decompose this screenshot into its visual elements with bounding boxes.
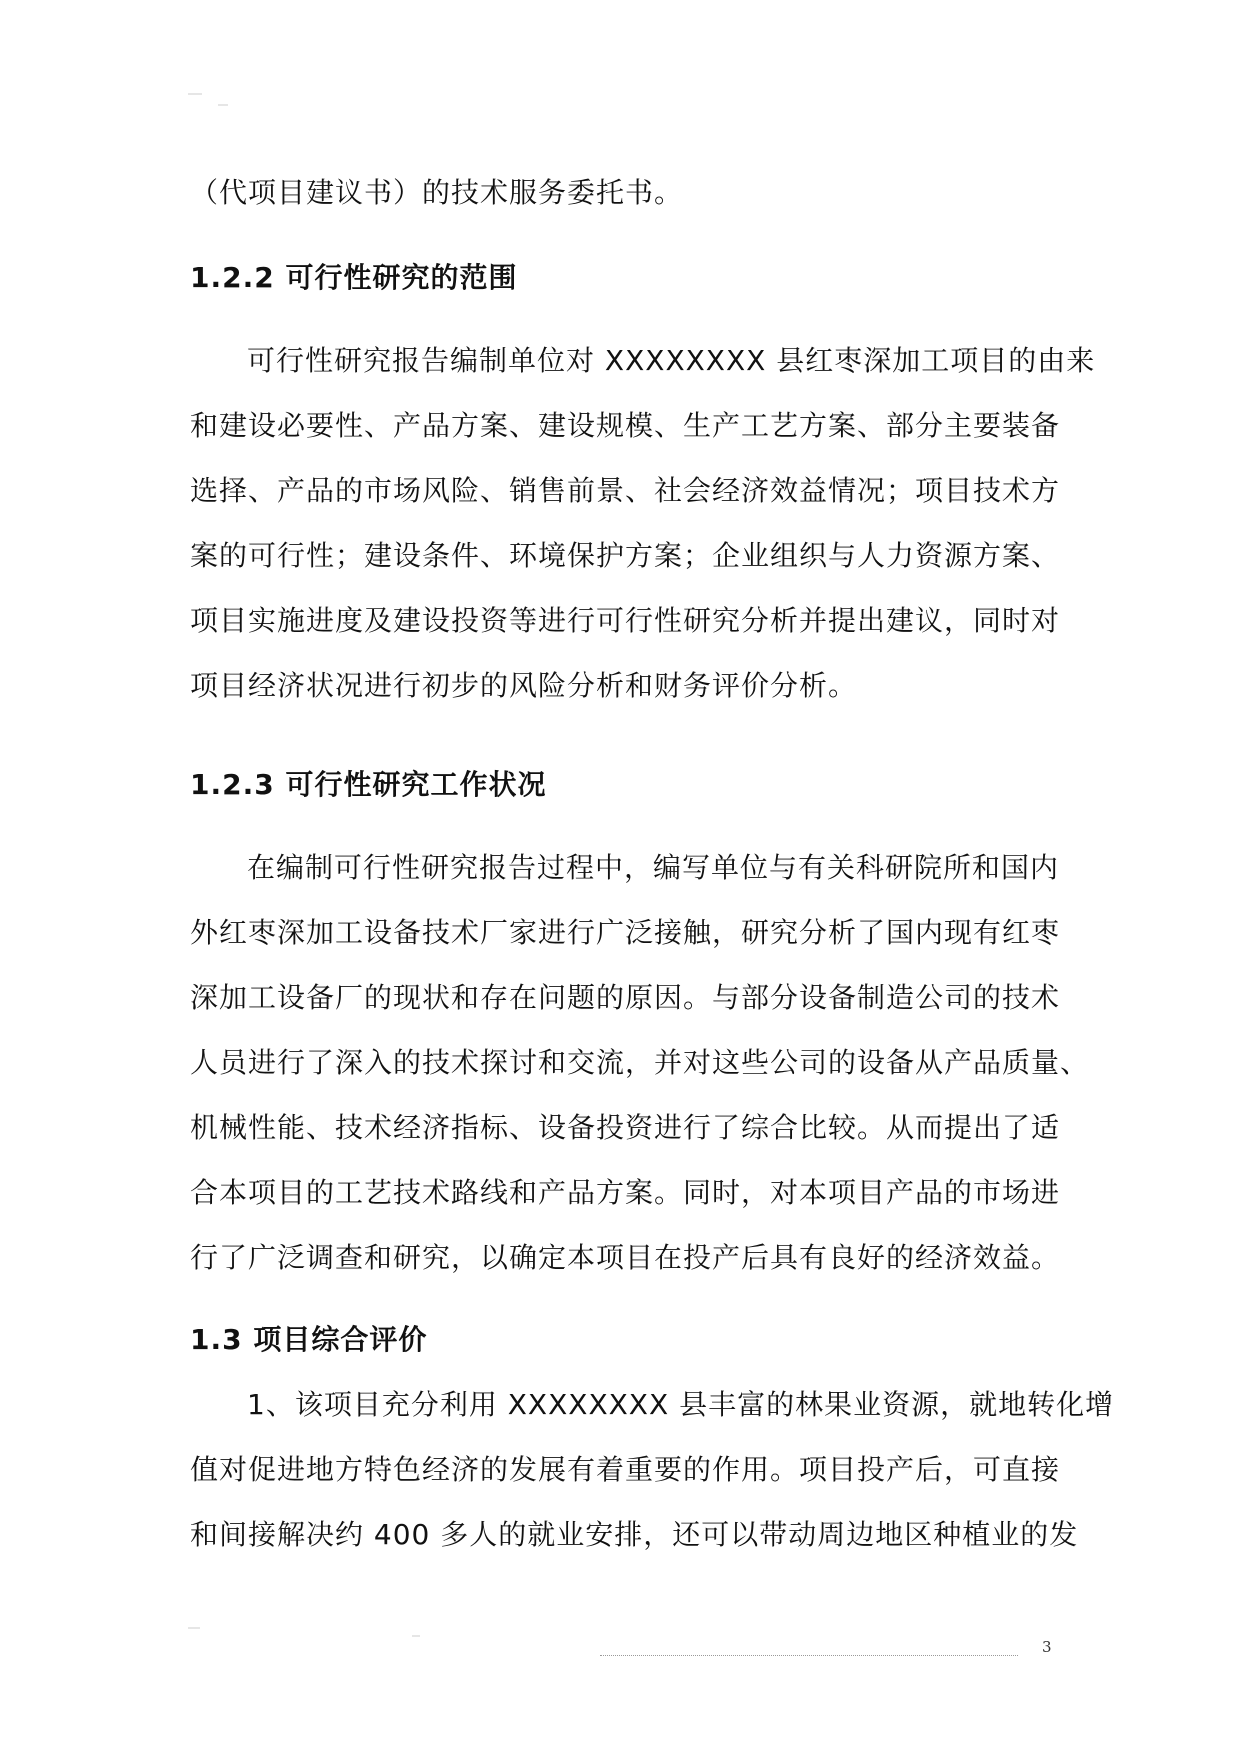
paragraph-line: 行了广泛调查和研究，以确定本项目在投产后具有良好的经济效益。 [190,1241,1061,1274]
section-heading-1-3: 1.3 项目综合评价 [190,1323,428,1356]
section-paragraph-1-3 [190,1372,1114,1567]
paragraph-line: 项目实施进度及建设投资等进行可行性研究分析并提出建议，同时对 [190,604,1061,637]
section-heading-1-2-3: 1.2.3 可行性研究工作状况 [190,768,547,801]
page-number: 3 [1042,1638,1052,1656]
paragraph-line: 和建设必要性、产品方案、建设规模、生产工艺方案、部分主要装备 [190,409,1061,442]
faint-header-mark [218,104,228,106]
paragraph-line: 案的可行性；建设条件、环境保护方案；企业组织与人力资源方案、 [190,539,1061,572]
paragraph-line: 人员进行了深入的技术探讨和交流，并对这些公司的设备从产品质量、 [190,1046,1090,1079]
continuation-line: （代项目建议书）的技术服务委托书。 [190,176,684,209]
paragraph-line: 在编制可行性研究报告过程中，编写单位与有关科研院所和国内 [247,851,1060,884]
faint-footer-mark [188,1627,200,1629]
faint-footer-mark [412,1635,420,1637]
paragraph-line: 深加工设备厂的现状和存在问题的原因。与部分设备制造公司的技术 [190,981,1061,1014]
paragraph-line: 和间接解决约 400 多人的就业安排，还可以带动周边地区种植业的发 [190,1518,1079,1551]
paragraph-line: 值对促进地方特色经济的发展有着重要的作用。项目投产后，可直接 [190,1453,1061,1486]
section-paragraph-1-2-3 [190,835,1089,1290]
section-paragraph-1-2-2 [190,328,1095,718]
paragraph-line: 1、该项目充分利用 XXXXXXXX 县丰富的林果业资源，就地转化增 [247,1388,1115,1421]
section-heading-1-2-2: 1.2.2 可行性研究的范围 [190,261,518,294]
paragraph-line: 项目经济状况进行初步的风险分析和财务评价分析。 [190,669,858,702]
paragraph-line: 机械性能、技术经济指标、设备投资进行了综合比较。从而提出了适 [190,1111,1061,1144]
paragraph-line: 选择、产品的市场风险、销售前景、社会经济效益情况；项目技术方 [190,474,1061,507]
faint-header-mark [188,93,202,95]
footer-rule [600,1655,1018,1656]
paragraph-line: 可行性研究报告编制单位对 XXXXXXXX 县红枣深加工项目的由来 [247,344,1096,377]
paragraph-line: 外红枣深加工设备技术厂家进行广泛接触，研究分析了国内现有红枣 [190,916,1061,949]
paragraph-line: 合本项目的工艺技术路线和产品方案。同时，对本项目产品的市场进 [190,1176,1061,1209]
